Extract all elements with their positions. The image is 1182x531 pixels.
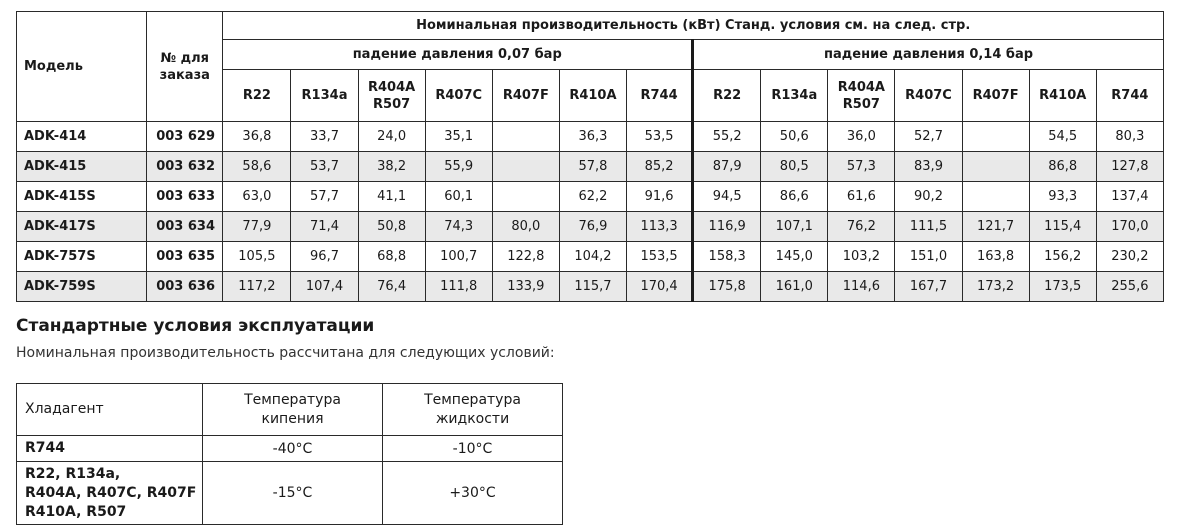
table-row [17,272,1164,302]
capacity-cell [492,182,559,212]
refrigerant-column-header [223,70,291,122]
capacity-cell: 36,3 [559,122,626,152]
capacity-cell: 85,2 [627,152,693,182]
conditions-subtitle: Номинальная производительность рассчитана для следующих условий: [16,345,555,361]
header-line: Температура [424,391,521,408]
capacity-cell: 41,1 [358,182,425,212]
liquid-temp-cell: -10°C [383,436,563,462]
capacity-cell: 50,6 [761,122,828,152]
capacity-cell: 115,4 [1029,212,1096,242]
header-line: кипения [261,410,324,427]
refrigerant-name: R407C [435,88,483,103]
order-number-cell: 003 633 [147,182,223,212]
capacity-cell: 117,2 [223,272,291,302]
capacity-cell: 62,2 [559,182,626,212]
capacity-cell: 54,5 [1029,122,1096,152]
capacity-cell [962,152,1029,182]
capacity-cell: 137,4 [1096,182,1163,212]
capacity-cell: 156,2 [1029,242,1096,272]
order-number-header [147,12,223,122]
header-line: жидкости [435,410,510,427]
refrigerant-column-header [895,70,962,122]
capacity-title-bold: Номинальная производительность (кВт) [416,18,721,33]
capacity-cell: 111,5 [895,212,962,242]
refrigerant-line: R22, R134a, [25,465,121,482]
capacity-cell: 158,3 [693,242,761,272]
capacity-cell: 53,5 [627,122,693,152]
refrigerant-name: R407C [905,88,952,103]
refrigerant-name: R134a [301,88,348,103]
capacity-cell: 114,6 [828,272,895,302]
refrigerant-name: R22 [242,88,271,103]
liquid-temp-header [383,384,563,436]
capacity-cell: 161,0 [761,272,828,302]
capacity-cell [962,182,1029,212]
capacity-cell: 52,7 [895,122,962,152]
capacity-cell: 100,7 [425,242,492,272]
order-number-cell: 003 634 [147,212,223,242]
capacity-table [16,11,1164,302]
conditions-title: Стандартные условия эксплуатации [16,316,375,336]
conditions-table [16,383,563,525]
capacity-cell: 61,6 [828,182,895,212]
capacity-cell: 55,2 [693,122,761,152]
refrigerant-cell [17,436,203,462]
capacity-cell: 115,7 [559,272,626,302]
capacity-cell: 107,1 [761,212,828,242]
capacity-cell: 36,8 [223,122,291,152]
capacity-cell: 35,1 [425,122,492,152]
refrigerant-column-header [492,70,559,122]
refrigerant-name: R404A [368,79,416,95]
refrigerant-name: R407F [502,88,549,103]
capacity-cell: 173,2 [962,272,1029,302]
model-cell: ADK-414 [17,122,147,152]
capacity-cell: 151,0 [895,242,962,272]
capacity-title-note: Станд. условия см. на след. стр. [720,18,971,33]
model-cell: ADK-415 [17,152,147,182]
capacity-cell: 153,5 [627,242,693,272]
capacity-cell: 87,9 [693,152,761,182]
capacity-cell: 74,3 [425,212,492,242]
capacity-cell: 58,6 [223,152,291,182]
capacity-cell [962,122,1029,152]
capacity-cell: 111,8 [425,272,492,302]
capacity-cell: 53,7 [291,152,358,182]
capacity-cell: 80,3 [1096,122,1163,152]
capacity-cell: 122,8 [492,242,559,272]
order-header-line: заказа [159,67,210,83]
refrigerant-column-header [1096,70,1163,122]
refrigerant-column-header [1029,70,1096,122]
refrigerant-name: R22 [713,88,742,103]
refrigerant-header: Хладагент [17,384,203,436]
boiling-temp-header [203,384,383,436]
capacity-cell: 103,2 [828,242,895,272]
capacity-cell: 113,3 [627,212,693,242]
conditions-row [17,462,563,525]
capacity-cell: 36,0 [828,122,895,152]
model-cell: ADK-417S [17,212,147,242]
table-row [17,122,1164,152]
capacity-cell: 76,2 [828,212,895,242]
capacity-cell [492,122,559,152]
capacity-cell: 60,1 [425,182,492,212]
capacity-cell: 167,7 [895,272,962,302]
capacity-cell: 173,5 [1029,272,1096,302]
refrigerant-name: R507 [373,96,411,112]
refrigerant-name: R744 [640,88,678,103]
capacity-cell: 57,8 [559,152,626,182]
model-header: Модель [17,12,147,122]
capacity-cell: 93,3 [1029,182,1096,212]
capacity-cell: 170,0 [1096,212,1163,242]
capacity-cell: 104,2 [559,242,626,272]
capacity-cell: 255,6 [1096,272,1163,302]
capacity-cell: 91,6 [627,182,693,212]
refrigerant-column-header [291,70,358,122]
capacity-cell: 76,4 [358,272,425,302]
refrigerant-line: R404A, R407C, R407F [25,484,197,501]
model-cell: ADK-757S [17,242,147,272]
order-number-cell: 003 636 [147,272,223,302]
capacity-cell: 83,9 [895,152,962,182]
order-header-line: № для [160,50,210,66]
table-row [17,212,1164,242]
refrigerant-name: R134a [771,88,818,103]
boiling-temp-cell: -40°C [203,436,383,462]
capacity-title [223,12,1164,40]
capacity-cell: 230,2 [1096,242,1163,272]
capacity-cell: 57,7 [291,182,358,212]
capacity-cell: 80,5 [761,152,828,182]
capacity-cell: 55,9 [425,152,492,182]
liquid-temp-cell: +30°C [383,462,563,525]
refrigerant-column-header [559,70,626,122]
header-line: Температура [244,391,341,408]
capacity-cell [492,152,559,182]
capacity-cell: 175,8 [693,272,761,302]
capacity-cell: 145,0 [761,242,828,272]
table-row [17,242,1164,272]
capacity-cell: 71,4 [291,212,358,242]
capacity-cell: 77,9 [223,212,291,242]
refrigerant-column-header [627,70,693,122]
refrigerant-name: R404A [837,79,885,95]
pressure-drop-007-header: падение давления 0,07 бар [223,40,693,70]
refrigerant-cell [17,462,203,525]
refrigerant-column-header [358,70,425,122]
capacity-cell: 63,0 [223,182,291,212]
table-row [17,152,1164,182]
boiling-temp-cell: -15°C [203,462,383,525]
refrigerant-name: R407F [972,88,1019,103]
conditions-row [17,436,563,462]
model-cell: ADK-759S [17,272,147,302]
capacity-cell: 105,5 [223,242,291,272]
capacity-cell: 94,5 [693,182,761,212]
refrigerant-column-header [425,70,492,122]
capacity-cell: 163,8 [962,242,1029,272]
capacity-cell: 133,9 [492,272,559,302]
capacity-cell: 107,4 [291,272,358,302]
table-row [17,182,1164,212]
capacity-cell: 170,4 [627,272,693,302]
capacity-cell: 38,2 [358,152,425,182]
refrigerant-name: R410A [1039,88,1087,103]
capacity-cell: 86,8 [1029,152,1096,182]
pressure-drop-014-header: падение давления 0,14 бар [693,40,1164,70]
capacity-cell: 57,3 [828,152,895,182]
capacity-cell: 121,7 [962,212,1029,242]
capacity-cell: 50,8 [358,212,425,242]
order-number-cell: 003 635 [147,242,223,272]
refrigerant-column-header [962,70,1029,122]
refrigerant-name: R507 [842,96,880,112]
capacity-cell: 76,9 [559,212,626,242]
refrigerant-column-header [693,70,761,122]
refrigerant-name: R744 [1111,88,1149,103]
capacity-cell: 80,0 [492,212,559,242]
capacity-cell: 68,8 [358,242,425,272]
refrigerant-name: R410A [569,88,617,103]
capacity-cell: 86,6 [761,182,828,212]
capacity-cell: 33,7 [291,122,358,152]
order-number-cell: 003 632 [147,152,223,182]
order-number-cell: 003 629 [147,122,223,152]
capacity-cell: 90,2 [895,182,962,212]
model-cell: ADK-415S [17,182,147,212]
refrigerant-line: R410A, R507 [25,503,127,520]
refrigerant-line: R744 [25,440,66,456]
capacity-cell: 24,0 [358,122,425,152]
capacity-cell: 96,7 [291,242,358,272]
refrigerant-column-header [828,70,895,122]
capacity-cell: 127,8 [1096,152,1163,182]
refrigerant-column-header [761,70,828,122]
capacity-cell: 116,9 [693,212,761,242]
